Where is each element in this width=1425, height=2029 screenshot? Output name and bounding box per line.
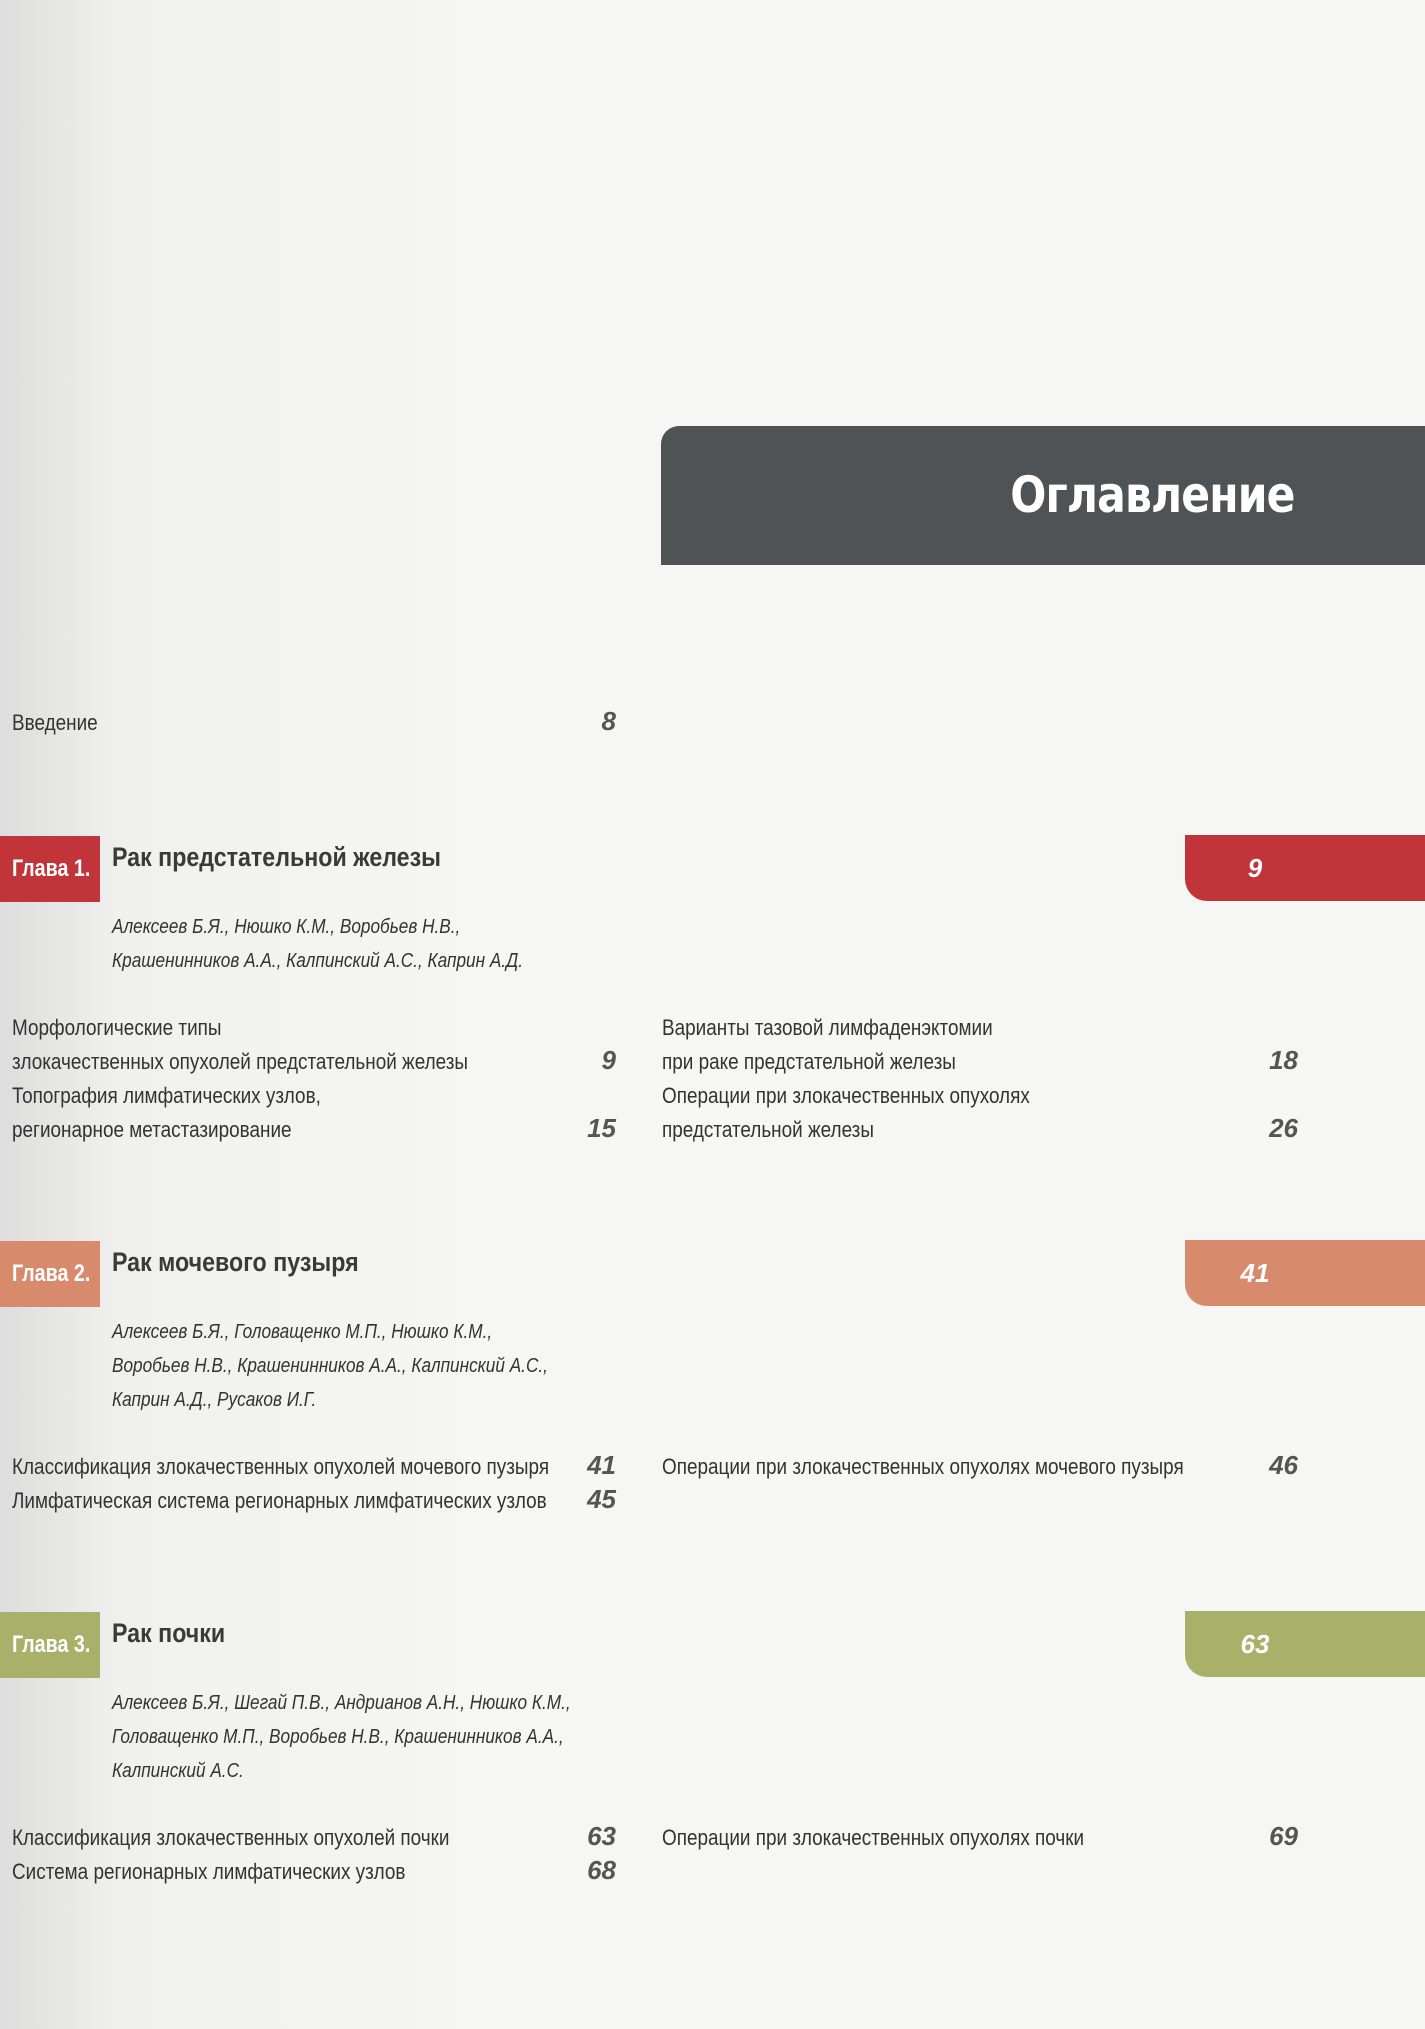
chapter-1-entry-1-line-1[interactable]: Морфологические типы bbox=[12, 1015, 222, 1040]
chapter-1-entry-2-page[interactable]: 15 bbox=[587, 1113, 616, 1143]
chapter-1-authors-line-2: Крашенинников А.А., Калпинский А.С., Каприн А.Д. bbox=[112, 950, 523, 972]
chapter-3-entry-2-page[interactable]: 68 bbox=[587, 1855, 616, 1885]
chapter-1-entry-3-page[interactable]: 18 bbox=[1269, 1045, 1298, 1075]
chapter-1-entry-4-page[interactable]: 26 bbox=[1269, 1113, 1298, 1143]
toc-banner bbox=[661, 426, 1425, 565]
chapter-2-entry-3[interactable]: Операции при злокачественных опухолях мочевого пузыря bbox=[662, 1454, 1184, 1479]
chapter-1-entry-2-line-2[interactable]: регионарное метастазирование bbox=[12, 1117, 292, 1142]
chapter-3-entry-2[interactable]: Система регионарных лимфатических узлов bbox=[12, 1859, 406, 1884]
chapter-2-entry-1[interactable]: Классификация злокачественных опухолей мочевого пузыря bbox=[12, 1454, 550, 1479]
chapter-3-entry-1-page[interactable]: 63 bbox=[587, 1821, 616, 1851]
chapter-3-title[interactable]: Рак почки bbox=[112, 1618, 226, 1648]
chapter-1-title[interactable]: Рак предстательной железы bbox=[112, 842, 441, 872]
chapter-3-entry-3-page[interactable]: 69 bbox=[1269, 1821, 1298, 1851]
chapter-1-tag: Глава 1. bbox=[0, 836, 100, 902]
chapter-3-authors-line-2: Головащенко М.П., Воробьев Н.В., Крашенинников А.А., bbox=[112, 1726, 564, 1748]
chapter-2-page-tab[interactable]: 41 bbox=[1185, 1240, 1425, 1306]
chapter-2-authors-line-2: Воробьев Н.В., Крашенинников А.А., Калпинский А.С., bbox=[112, 1355, 548, 1377]
chapter-2-authors-line-3: Каприн А.Д., Русаков И.Г. bbox=[112, 1389, 317, 1411]
chapter-3-page-tab[interactable]: 63 bbox=[1185, 1611, 1425, 1677]
chapter-1-entry-3-line-2[interactable]: при раке предстательной железы bbox=[662, 1049, 956, 1074]
chapter-1-page-tab[interactable]: 9 bbox=[1185, 835, 1425, 901]
chapter-3-entry-3[interactable]: Операции при злокачественных опухолях почки bbox=[662, 1825, 1085, 1850]
intro-page[interactable]: 8 bbox=[601, 706, 616, 736]
chapter-1-entry-2-line-1[interactable]: Топография лимфатических узлов, bbox=[12, 1083, 321, 1108]
chapter-2-entry-3-page[interactable]: 46 bbox=[1269, 1450, 1298, 1480]
chapter-2-entry-1-page[interactable]: 41 bbox=[587, 1450, 616, 1480]
chapter-1-entry-1-page[interactable]: 9 bbox=[601, 1045, 616, 1075]
intro-label[interactable]: Введение bbox=[12, 710, 98, 735]
chapter-1-entry-4-line-1[interactable]: Операции при злокачественных опухолях bbox=[662, 1083, 1030, 1108]
chapter-1-entry-1-line-2[interactable]: злокачественных опухолей предстательной железы bbox=[12, 1049, 469, 1074]
chapter-2-title[interactable]: Рак мочевого пузыря bbox=[112, 1247, 359, 1277]
chapter-3-tag: Глава 3. bbox=[0, 1612, 100, 1678]
chapter-2-authors-line-1: Алексеев Б.Я., Головащенко М.П., Нюшко К.М., bbox=[112, 1321, 493, 1343]
chapter-1-entry-3-line-1[interactable]: Варианты тазовой лимфаденэктомии bbox=[662, 1015, 993, 1040]
page-title: Оглавление bbox=[1010, 466, 1295, 524]
chapter-3-entry-1[interactable]: Классификация злокачественных опухолей почки bbox=[12, 1825, 450, 1850]
chapter-2-entry-2-page[interactable]: 45 bbox=[587, 1484, 616, 1514]
chapter-3-authors-line-1: Алексеев Б.Я., Шегай П.В., Андрианов А.Н., Нюшко К.М., bbox=[112, 1692, 571, 1714]
chapter-2-entry-2[interactable]: Лимфатическая система регионарных лимфатических узлов bbox=[12, 1488, 547, 1513]
chapter-1-authors-line-1: Алексеев Б.Я., Нюшко К.М., Воробьев Н.В., bbox=[112, 916, 461, 938]
chapter-3-authors-line-3: Калпинский А.С. bbox=[112, 1760, 244, 1782]
chapter-1-entry-4-line-2[interactable]: предстательной железы bbox=[662, 1117, 874, 1142]
chapter-2-tag: Глава 2. bbox=[0, 1241, 100, 1307]
